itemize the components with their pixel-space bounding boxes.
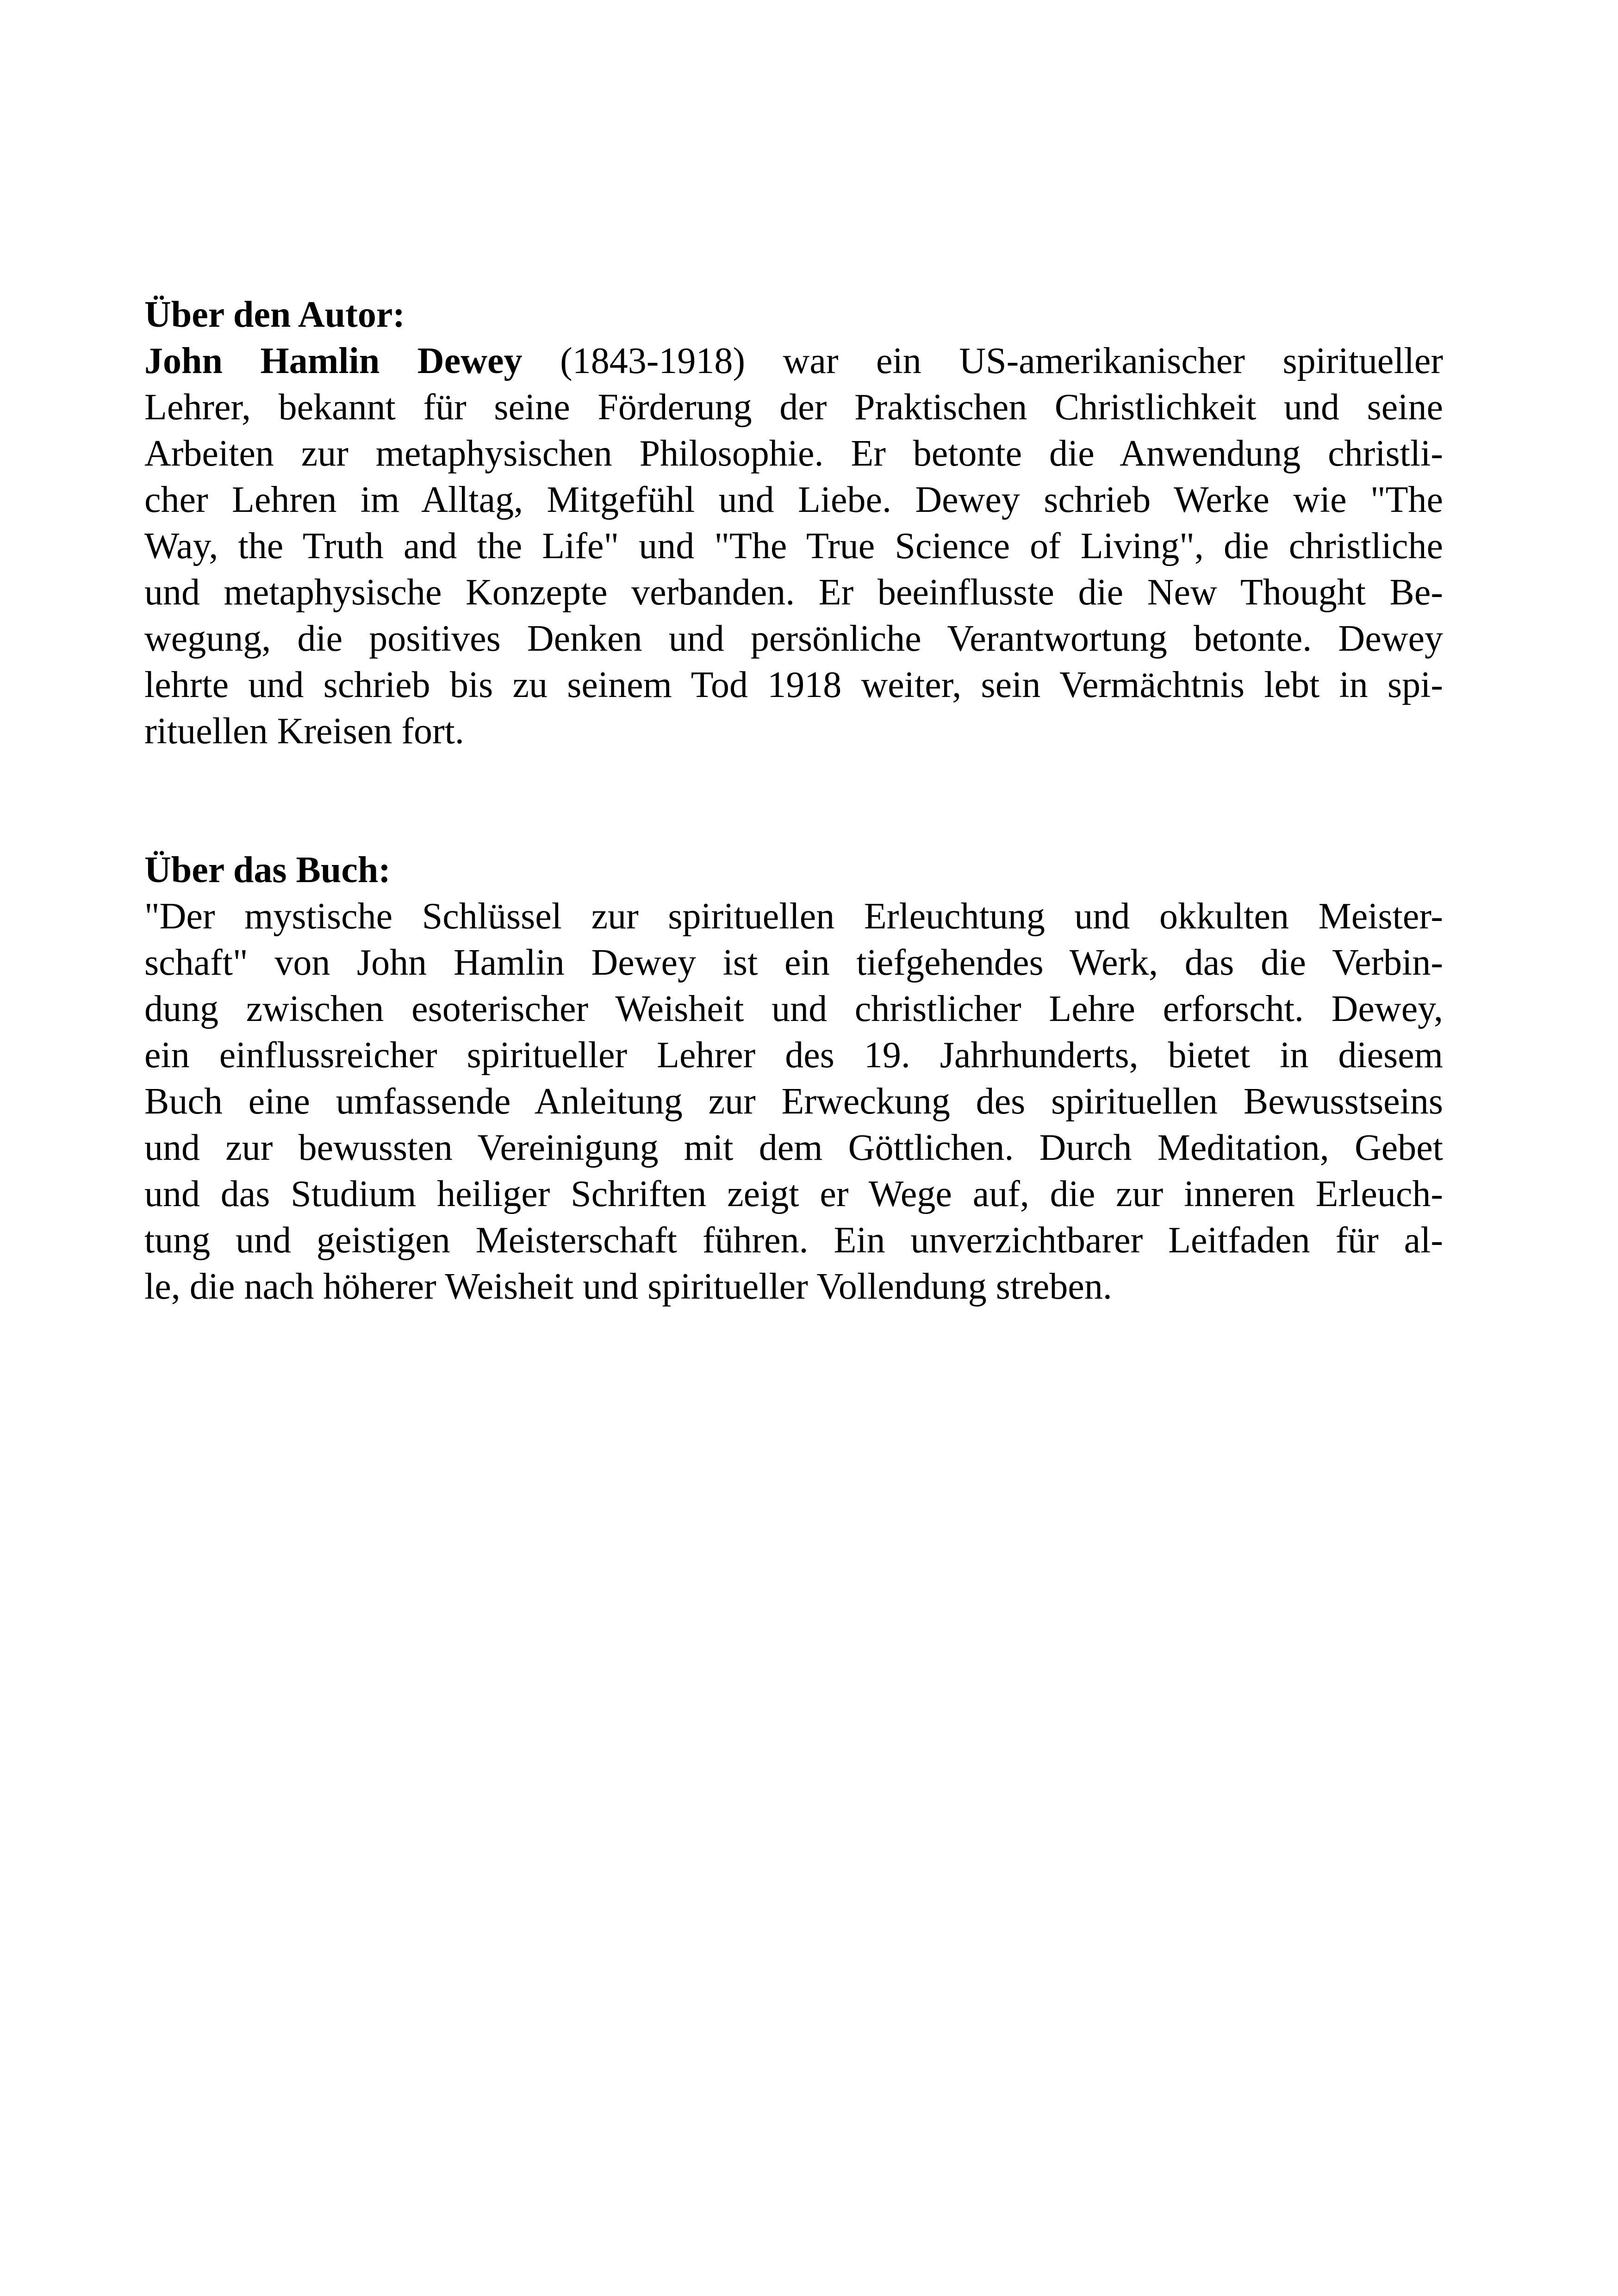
paragraph-line: Way, the Truth and the Life" und "The True Science of Living", die christliche: [144, 526, 1443, 566]
author-name: John Hamlin Dewey: [144, 341, 523, 381]
paragraph-line: "Der mystische Schlüssel zur spirituellen Erleuchtung und okkulten Meister-: [144, 896, 1443, 937]
paragraph-line: ein einflussreicher spiritueller Lehrer des 19. Jahrhunderts, bietet in diesem: [144, 1035, 1443, 1076]
paragraph-line: tung und geistigen Meisterschaft führen. Ein unverzichtbarer Leitfaden für al-: [144, 1220, 1443, 1261]
paragraph-line: lehrte und schrieb bis zu seinem Tod 1918 weiter, sein Vermächtnis lebt in spi-: [144, 665, 1443, 705]
paragraph-line: und metaphysische Konzepte verbanden. Er beeinflusste die New Thought Be-: [144, 572, 1443, 613]
author-paragraph: [144, 338, 1443, 754]
book-section: [144, 847, 1443, 1310]
document-page: [144, 292, 1443, 1310]
paragraph-line: cher Lehren im Alltag, Mitgefühl und Liebe. Dewey schrieb Werke wie "The: [144, 479, 1443, 520]
paragraph-line: dung zwischen esoterischer Weisheit und christlicher Lehre erforscht. Dewey,: [144, 989, 1443, 1029]
paragraph-line: Lehrer, bekannt für seine Förderung der Praktischen Christlichkeit und seine: [144, 387, 1443, 428]
section-spacer: [144, 754, 1443, 847]
author-section: [144, 292, 1443, 754]
author-heading: Über den Autor:: [144, 294, 405, 335]
paragraph-line: und zur bewussten Vereinigung mit dem Göttlichen. Durch Meditation, Gebet: [144, 1127, 1443, 1168]
paragraph-line: Arbeiten zur metaphysischen Philosophie. Er betonte die Anwendung christli-: [144, 433, 1443, 474]
paragraph-line: wegung, die positives Denken und persönliche Verantwortung betonte. Dewey: [144, 618, 1443, 659]
book-heading: Über das Buch:: [144, 850, 391, 890]
paragraph-line: und das Studium heiliger Schriften zeigt er Wege auf, die zur inneren Erleuch-: [144, 1174, 1443, 1214]
paragraph-line: le, die nach höherer Weisheit und spiritueller Vollendung streben.: [144, 1266, 1112, 1307]
paragraph-line: John Hamlin Dewey (1843-1918) war ein US-amerikanischer spiritueller: [144, 341, 1444, 381]
book-paragraph: [144, 893, 1443, 1310]
paragraph-line: schaft" von John Hamlin Dewey ist ein tiefgehendes Werk, das die Verbin-: [144, 942, 1443, 983]
paragraph-line: rituellen Kreisen fort.: [144, 711, 464, 752]
paragraph-line: Buch eine umfassende Anleitung zur Erweckung des spirituellen Bewusstseins: [144, 1081, 1443, 1122]
